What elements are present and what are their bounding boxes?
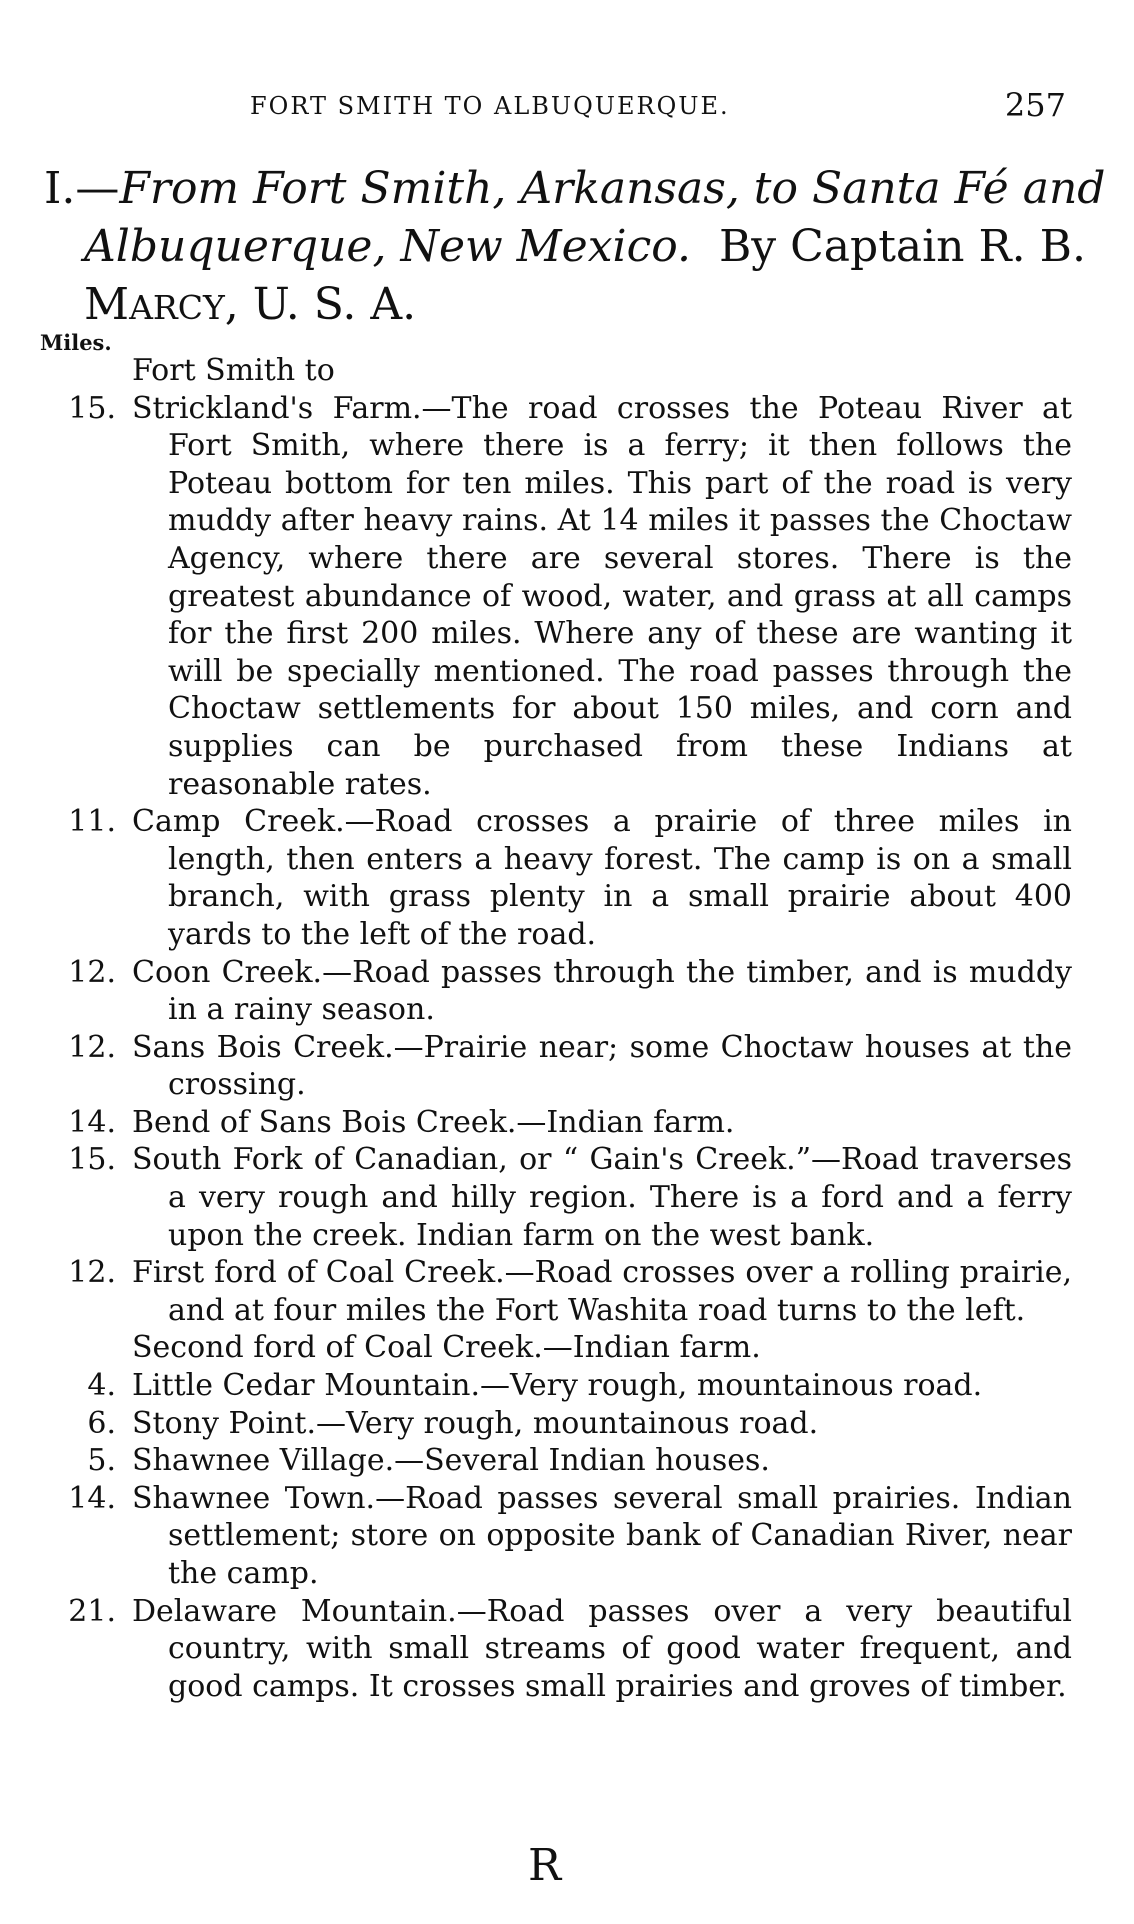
entry-miles: 21.	[68, 1593, 116, 1629]
itinerary-entry	[0, 1104, 1134, 1142]
author-suffix: , U. S. A.	[224, 279, 417, 330]
itinerary-entry	[0, 954, 1134, 1029]
entry-miles: 4.	[87, 1368, 116, 1404]
itinerary-entry	[0, 1329, 1134, 1367]
entry-text: Shawnee Town.—Road passes several small prairies. Indian settlement; store on opposite bank of Canadian River, near the camp.	[132, 1480, 1072, 1591]
signature-mark: R	[528, 1840, 562, 1891]
chapter-prefix: I.—	[44, 163, 120, 214]
entry-text: Fort Smith to	[132, 353, 335, 388]
entry-text: Shawnee Village.—Several Indian houses.	[132, 1443, 770, 1479]
entry-text: Sans Bois Creek.—Prairie near; some Choctaw houses at the crossing.	[132, 1029, 1072, 1103]
chapter-title-line-3	[44, 276, 1084, 337]
chapter-title	[44, 160, 1106, 337]
entry-text: First ford of Coal Creek.—Road crosses over a rolling prairie, and at four miles the Fort Washita road turns to the left.	[132, 1255, 1072, 1328]
entry-text: Camp Creek.—Road crosses a prairie of three miles in length, then enters a heavy forest. The camp is on a small branch, with grass plenty in a small prairie about 400 yards to the left of the road.	[132, 804, 1072, 952]
itinerary-entry	[0, 1480, 1134, 1593]
entry-miles: 14.	[68, 1480, 116, 1516]
entry-miles: 12.	[68, 1029, 116, 1065]
entry-miles: 12.	[68, 954, 116, 990]
itinerary-entry	[0, 352, 1134, 390]
running-head	[0, 86, 1134, 132]
author-initial: M	[84, 279, 130, 330]
entry-text: Stony Point.—Very rough, mountainous road.	[132, 1405, 819, 1441]
itinerary-entry	[0, 803, 1134, 953]
entry-miles: 6.	[87, 1405, 116, 1441]
itinerary-list	[0, 352, 1134, 1705]
running-title: FORT SMITH TO ALBUQUERQUE.	[250, 92, 730, 120]
chapter-title-line-1	[44, 160, 1106, 218]
page-number: 257	[1004, 86, 1066, 124]
itinerary-entry	[0, 1367, 1134, 1405]
chapter-title-line-2	[44, 218, 1084, 276]
itinerary-entry	[0, 1405, 1134, 1443]
miles-column-label: Miles.	[40, 330, 112, 355]
entry-text: Strickland's Farm.—The road crosses the Poteau River at Fort Smith, where there is a ferry; it then follows the Poteau bottom for ten miles. This part of the road is very muddy after heavy rains. At 14 miles it passes the Choctaw Agency, where there are several stores. There is the greatest abundance of wood, water, and grass at all camps for the first 200 miles. Where any of these are wanting it will be specially mentioned. The road passes through the Choctaw settlements for about 150 miles, and corn and supplies can be purchased from these Indians at reasonable rates.	[132, 390, 1072, 802]
entry-text: Coon Creek.—Road passes through the timber, and is muddy in a rainy season.	[132, 954, 1072, 1028]
itinerary-entry	[0, 1442, 1134, 1480]
chapter-route: From Fort Smith, Arkansas, to Santa Fé and	[119, 163, 1106, 214]
entry-miles: 15.	[68, 1142, 116, 1178]
author-surname-smallcaps: ARCY	[129, 288, 225, 327]
entry-text: Bend of Sans Bois Creek.—Indian farm.	[132, 1104, 735, 1140]
entry-miles: 5.	[87, 1443, 116, 1479]
entry-text: Little Cedar Mountain.—Very rough, mountainous road.	[132, 1368, 983, 1404]
entry-miles: 14.	[68, 1104, 116, 1140]
entry-miles: 12.	[68, 1255, 116, 1291]
entry-text: South Fork of Canadian, or “ Gain's Creek.”—Road traverses a very rough and hilly region. There is a ford and a ferry upon the creek. Indian farm on the west bank.	[132, 1142, 1072, 1253]
itinerary-entry	[0, 1593, 1134, 1706]
itinerary-entry	[0, 1029, 1134, 1104]
chapter-author-intro: By Captain R. B.	[718, 221, 1086, 272]
entry-miles: 11.	[68, 804, 116, 840]
entry-text: Delaware Mountain.—Road passes over a very beautiful country, with small streams of good water frequent, and good camps. It crosses small prairies and groves of timber.	[132, 1593, 1072, 1704]
itinerary-entry	[0, 1254, 1134, 1329]
itinerary-entry	[0, 390, 1134, 804]
entry-miles: 15.	[68, 390, 116, 426]
entry-text: Second ford of Coal Creek.—Indian farm.	[132, 1330, 761, 1366]
chapter-route-continued: Albuquerque, New Mexico.	[84, 221, 691, 272]
itinerary-entry	[0, 1141, 1134, 1254]
